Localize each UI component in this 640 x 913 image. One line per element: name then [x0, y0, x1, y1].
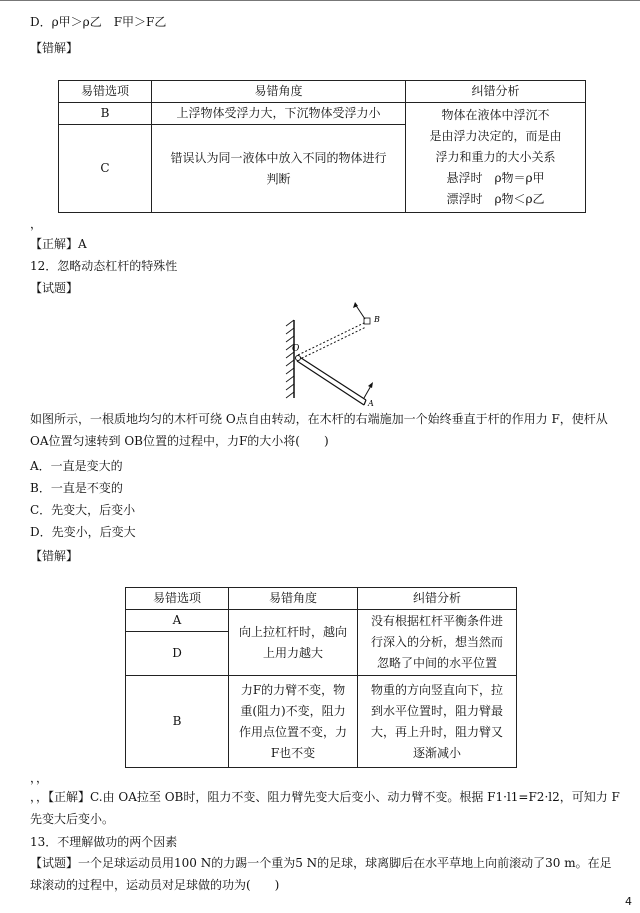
page-number: 4 [625, 895, 632, 908]
cuojie-label: 【错解】 [30, 41, 79, 55]
label-o: O [292, 344, 300, 354]
option-d: D．先变小，后变大 [30, 525, 136, 539]
table-cell-analysis: 物重的方向竖直向下，拉 到水平位置时，阻力臂最 大，再上升时，阻力臂又 逐渐减小 [358, 676, 517, 768]
table-cell-angle: 上浮物体受浮力大，下沉物体受浮力小 [152, 103, 406, 125]
zhengjie-text: 【正解】A [30, 237, 87, 251]
question-12-title: 12．忽略动态杠杆的特殊性 [30, 259, 178, 273]
table-header: 易错选项 [126, 588, 229, 610]
label-a: A [368, 399, 374, 408]
table-header: 易错选项 [59, 81, 152, 103]
zhengjie-text: ，，【正解】C.由 OA拉至 OB时，阻力不变、阻力臂先变大后变小、动力臂不变。根据 F1·l1=F2·l2，可知力 F先变大后变小。 [30, 790, 620, 826]
table-cell-angle: 错误认为同一液体中放入不同的物体进行判断 [152, 125, 406, 213]
table-cell-option: A [126, 610, 229, 632]
label-b: B [374, 315, 380, 324]
table-cell-option: D [126, 632, 229, 676]
table-cell-angle: 力F的力臂不变，物 重(阻力)不变，阻力 作用点位置不变，力 F也不变 [229, 676, 358, 768]
shiti-label: 【试题】 [30, 281, 79, 295]
table-header: 纠错分析 [406, 81, 586, 103]
option-d-text: D．ρ甲＞ρ乙 F甲＞F乙 [30, 15, 167, 29]
table-cell-option: C [59, 125, 152, 213]
question-12-text: 如图所示，一根质地均匀的木杆可绕 O点自由转动，在木杆的右端施加一个始终垂直于杆的作用力 F，使杆从 OA位置匀速转到 OB位置的过程中，力F的大小将( ) [30, 412, 608, 448]
option-c: C．先变大，后变小 [30, 503, 136, 517]
error-table-1 [58, 80, 586, 213]
header-rule [0, 0, 640, 1]
table-cell-analysis: 物体在液体中浮沉不 是由浮力决定的，而是由 浮力和重力的大小关系 悬浮时 ρ物＝ρ甲 漂浮时 ρ物＜ρ乙 [406, 103, 586, 213]
table-header: 纠错分析 [358, 588, 517, 610]
option-b: B．一直是不变的 [30, 481, 123, 495]
comma-text: ， [30, 217, 43, 231]
comma-text: ，， [30, 771, 49, 785]
table-header: 易错角度 [229, 588, 358, 610]
table-cell-angle: 向上拉杠杆时，越向 上用力越大 [229, 610, 358, 676]
table-cell-option: B [59, 103, 152, 125]
cuojie-label: 【错解】 [30, 549, 79, 563]
lever-diagram [280, 298, 390, 408]
table-cell-option: B [126, 676, 229, 768]
error-table-2 [125, 587, 517, 768]
option-a: A．一直是变大的 [30, 459, 123, 473]
table-cell-analysis: 没有根据杠杆平衡条件进 行深入的分析，想当然而 忽略了中间的水平位置 [358, 610, 517, 676]
question-13-title: 13．不理解做功的两个因素 [30, 835, 178, 849]
table-header: 易错角度 [152, 81, 406, 103]
question-13-text: 【试题】一个足球运动员用100 N的力踢一个重为5 N的足球，球离脚后在水平草地上向前滚动了30 m。在足球滚动的过程中，运动员对足球做的功为( ) [30, 856, 612, 892]
